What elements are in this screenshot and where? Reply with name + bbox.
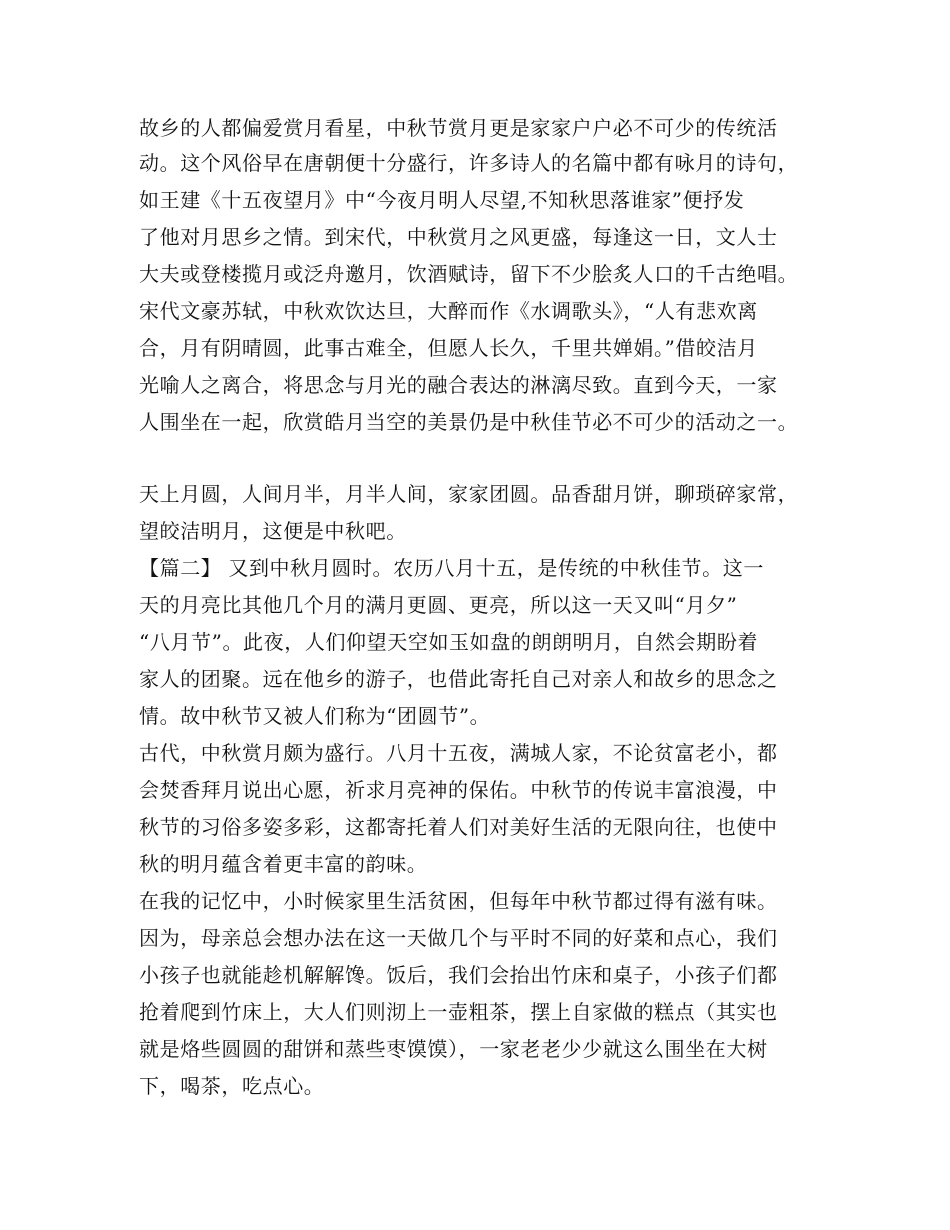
text-line: 故乡的人都偏爱赏月看星，中秋节赏月更是家家户户必不可少的传统活 — [139, 116, 778, 140]
text-line: 下，喝茶，吃点心。 — [139, 1074, 325, 1098]
text-line: 天的月亮比其他几个月的满月更圆、更亮，所以这一天又叫“月夕” — [139, 593, 738, 617]
text-line: 天上月圆，人间月半，月半人间，家家团圆。品香甜月饼，聊琐碎家常， — [139, 482, 799, 506]
text-line: 家人的团聚。远在他乡的游子，也借此寄托自己对亲人和故乡的思念之 — [139, 667, 778, 691]
text-line: 动。这个风俗早在唐朝便十分盛行，许多诗人的名篇中都有咏月的诗句， — [139, 151, 799, 175]
text-line: 抢着爬到竹床上，大人们则沏上一壶粗茶，摆上自家做的糕点（其实也 — [139, 1000, 778, 1024]
text-line: 光喻人之离合，将思念与月光的融合表达的淋漓尽致。直到今天，一家 — [139, 373, 778, 397]
text-line: 秋节的习俗多姿多彩，这都寄托着人们对美好生活的无限向往，也使中 — [139, 815, 778, 839]
text-line: 宋代文豪苏轼，中秋欢饮达旦，大醉而作《水调歌头》，“人有悲欢离 — [139, 299, 758, 323]
text-line: 就是烙些圆圆的甜饼和蒸些枣馍馍），一家老老少少就这么围坐在大树 — [139, 1037, 768, 1061]
text-line: 人围坐在一起，欣赏皓月当空的美景仍是中秋佳节必不可少的活动之一。 — [139, 410, 799, 434]
text-line: 大夫或登楼揽月或泛舟邀月，饮酒赋诗，留下不少脍炙人口的千古绝唱。 — [139, 262, 799, 286]
text-line: 了他对月思乡之情。到宋代，中秋赏月之风更盛，每逢这一日，文人士 — [139, 225, 778, 249]
text-line: 情。故中秋节又被人们称为“团圆节”。 — [139, 704, 491, 728]
text-line: 如王建《十五夜望月》中“今夜月明人尽望,不知秋思落谁家”便抒发 — [139, 188, 745, 212]
text-line: 望皎洁明月，这便是中秋吧。 — [139, 519, 407, 543]
text-line: “八月节”。此夜，人们仰望天空如玉如盘的朗朗明月，自然会期盼着 — [139, 630, 759, 654]
text-line: 秋的明月蕴含着更丰富的韵味。 — [139, 852, 428, 876]
text-line: 小孩子也就能趁机解解馋。饭后，我们会抬出竹床和桌子，小孩子们都 — [139, 963, 778, 987]
text-line: 古代，中秋赏月颇为盛行。八月十五夜，满城人家，不论贫富老小，都 — [139, 741, 778, 765]
text-line: 因为，母亲总会想办法在这一天做几个与平时不同的好菜和点心，我们 — [139, 926, 778, 950]
text-line: 在我的记忆中，小时候家里生活贫困，但每年中秋节都过得有滋有味。 — [139, 889, 778, 913]
section-heading-line: 【篇二】 又到中秋月圆时。农历八月十五，是传统的中秋佳节。这一 — [139, 556, 764, 580]
text-line: 合，月有阴晴圆，此事古难全，但愿人长久，千里共婵娟。”借皎洁月 — [139, 336, 758, 360]
text-line: 会焚香拜月说出心愿，祈求月亮神的保佑。中秋节的传说丰富浪漫，中 — [139, 778, 778, 802]
